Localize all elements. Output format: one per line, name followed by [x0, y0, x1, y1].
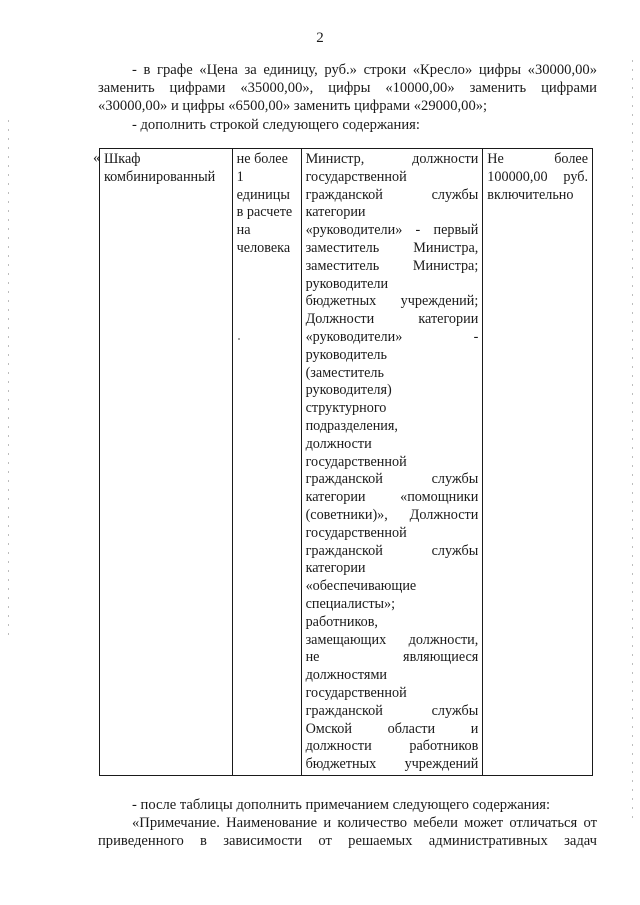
scan-edge-mark [8, 120, 9, 640]
intro-line-4: - дополнить строкой следующего содержания: [132, 117, 420, 133]
cell-price [483, 149, 593, 776]
quantity-text: не более 1 единицы в расчете на человека [236, 151, 293, 256]
cell-item-name [100, 149, 233, 776]
opening-quote: « [93, 150, 101, 166]
intro-line-1: - в графе «Цена за единицу, руб.» строки «Кресло» цифры «30000,00» [132, 62, 597, 78]
page-number: 2 [316, 30, 324, 46]
scan-speck [238, 338, 240, 340]
after-line-1: - после таблицы дополнить примечанием следующего содержания: [132, 797, 551, 813]
scan-edge-mark [632, 60, 633, 820]
after-line-2: «Примечание. Наименование и количество мебели может отличаться от [132, 815, 597, 831]
cell-quantity [232, 149, 301, 776]
item-name-text: Шкаф комбинированный [104, 151, 216, 185]
cell-positions [301, 149, 483, 776]
positions-text: Министр, должности государственной гражданской службы категории «руководители» - первый заместитель Министра, заместитель Министра; руководители бюджетных учреждений; Должности категории «руководители» - руководитель (заместитель руководителя) структурного подразделения, должности государственной гражданской службы категории «помощники (советники)», Должности государственной гражданской службы категории «обеспечивающие специалисты»; работников, замещающих должности, не являющиеся должностями государственной гражданской службы Омской области и должности работников бюджетных учреждений [305, 151, 479, 773]
intro-line-3: «30000,00» и цифры «6500,00» заменить цифрами «29000,00»; [98, 98, 488, 114]
furniture-table [99, 148, 593, 776]
price-text: Не более 100000,00 руб. включительно [487, 151, 588, 203]
table-row [100, 149, 593, 776]
after-line-3: приведенного в зависимости от решаемых административных задач [98, 833, 597, 849]
intro-line-2: заменить цифрами «35000,00», цифры «10000,00» заменить цифрами [98, 80, 597, 96]
